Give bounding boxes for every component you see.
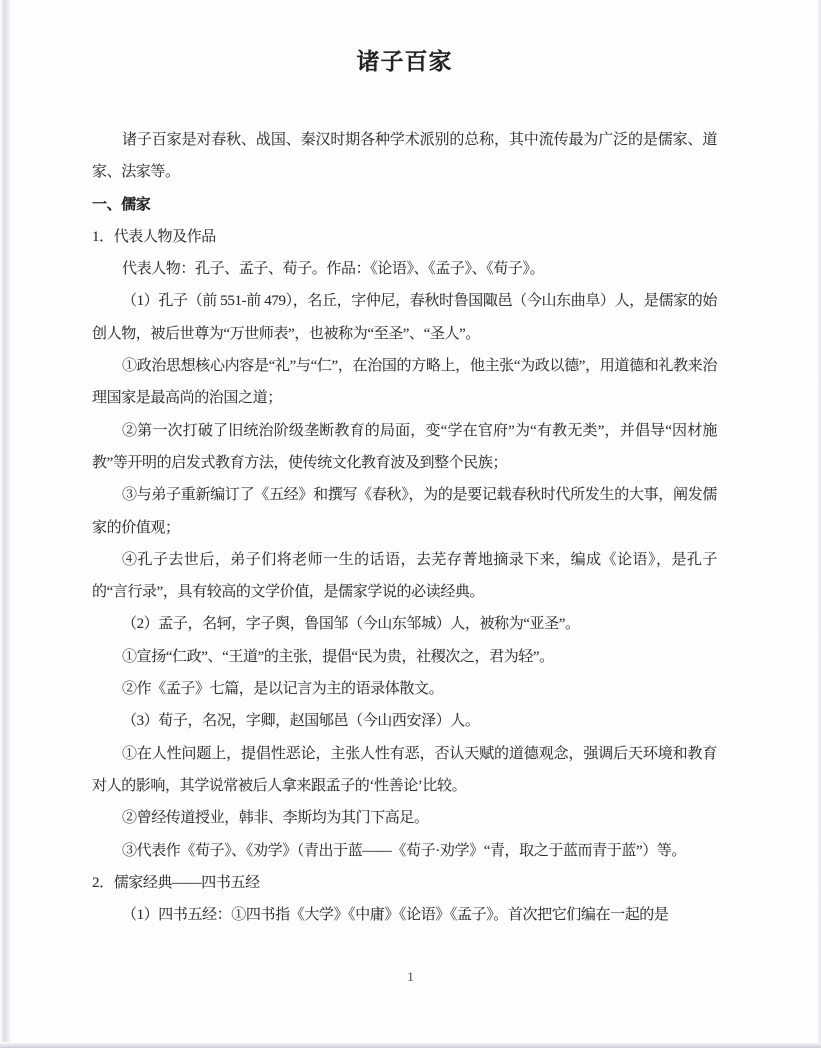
- mencius-paragraph: （2）孟子，名轲，字子舆，鲁国邹（今山东邹城）人，被称为“亚圣”。: [122, 616, 580, 633]
- xunzi-point-1: ①在人性问题上，提倡性恶论，主张人性有恶，否认天赋的道德观念，强调后天环境和教育对人的影响，其学说常被后人拿来跟孟子的‘性善论’比较。: [92, 745, 717, 794]
- confucius-point-1: ①政治思想核心内容是“礼”与“仁”，在治国的方略上，他主张“为政以德”，用道德和礼教来治理国家是最高尚的治国之道；: [92, 358, 717, 407]
- xunzi-point-3: ③代表作《荀子》、《劝学》（青出于蓝——《荀子·劝学》“青，取之于蓝而青于蓝”）等。: [122, 842, 687, 859]
- page-edge-right: [817, 0, 821, 1048]
- xunzi-paragraph: （3）荀子，名况，字卿，赵国郇邑（今山西安泽）人。: [122, 713, 480, 730]
- mencius-point-1: ①宣扬“仁政”、“王道”的主张，提倡“民为贵，社稷次之，君为轻”。: [122, 648, 554, 665]
- confucius-paragraph: （1）孔子（前 551-前 479），名丘，字仲尼，春秋时鲁国陬邑（今山东曲阜）人，是儒家的始创人物，被后世尊为“万世师表”，也被称为“至圣”、“圣人”。: [92, 293, 717, 342]
- representatives-paragraph: 代表人物：孔子、孟子、荀子。作品：《论语》、《孟子》、《荀子》。: [122, 261, 545, 278]
- section-heading-confucian: 一、儒家: [92, 195, 151, 213]
- four-books-paragraph: （1）四书五经：①四书指《大学》《中庸》《论语》《孟子》。首次把它们编在一起的是: [122, 907, 669, 924]
- intro-paragraph: 诸子百家是对春秋、战国、秦汉时期各种学术派别的总称，其中流传最为广泛的是儒家、道家、法家等。: [92, 132, 717, 181]
- mencius-point-2: ②作《孟子》七篇，是以记言为主的语录体散文。: [122, 681, 444, 698]
- page-number: 1: [407, 969, 414, 984]
- confucius-point-3: ③与弟子重新编订了《五经》和撰写《春秋》，为的是要记载春秋时代所发生的大事，阐发儒家的价值观；: [92, 487, 717, 536]
- page-edge-left: [0, 0, 11, 1048]
- subsection-1-heading: 1．代表人物及作品: [92, 228, 216, 245]
- subsection-2-heading: 2．儒家经典——四书五经: [92, 874, 260, 891]
- xunzi-point-2: ②曾经传道授业，韩非、李斯均为其门下高足。: [122, 810, 429, 827]
- document-content: [92, 44, 717, 931]
- doc-title: 诸子百家: [356, 48, 453, 74]
- confucius-point-2: ②第一次打破了旧统治阶级垄断教育的局面，变“学在官府”为“有教无类”，并倡导“因材施教”等开明的启发式教育方法，使传统文化教育波及到整个民族；: [92, 422, 717, 471]
- confucius-point-4: ④孔子去世后，弟子们将老师一生的话语，去芜存菁地摘录下来，编成《论语》，是孔子的“言行录”，具有较高的文学价值，是儒家学说的必读经典。: [92, 551, 717, 601]
- page-edge-bottom: [0, 1042, 821, 1048]
